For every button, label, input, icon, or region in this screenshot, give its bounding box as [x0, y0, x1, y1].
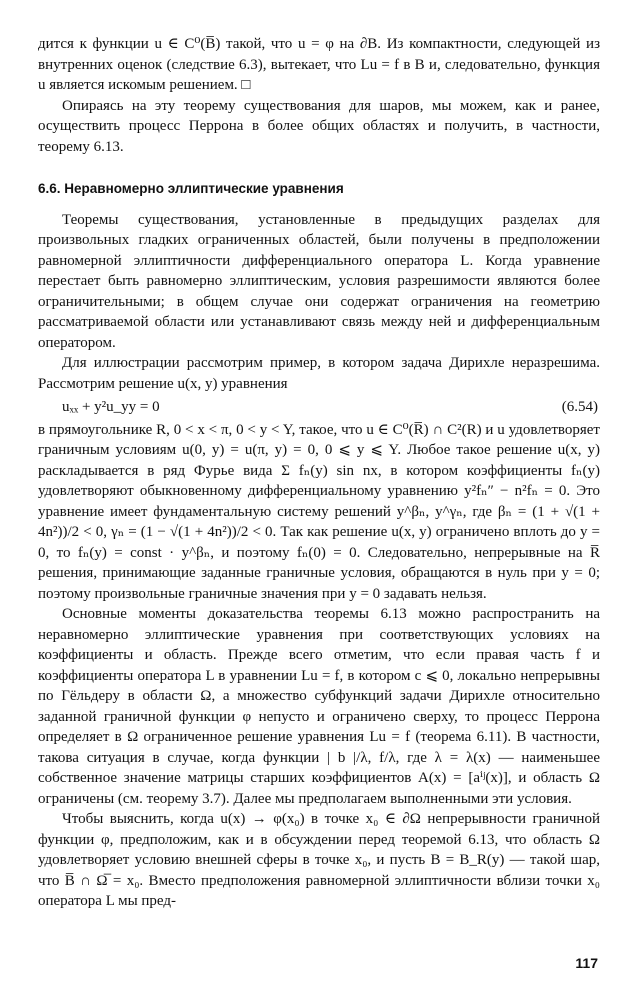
- equation-number: (6.54): [561, 399, 598, 415]
- paragraph-4: Основные моменты доказательства теоремы 6.13 можно распространить на неравномерно эллиптические уравнения при соответствующих условиях на коэффициенты и область. Прежде всего отметим, что если правая часть f и коэффициенты оператора L в уравнении Lu = f, в котором c ⩽ 0, локально непрерывны по Гёльдеру в области Ω, а множество субфункций задачи Дирихле относительно заданной граничной функции φ непусто и ограничено сверху, то процесс Перрона определяет в Ω ограниченное решение уравнения Lu = f (теорема 6.11). В частности, такова ситуация в случае, когда функции | b |/λ, f/λ, где λ = λ(x) — наименьшее собственное значение матрицы старших коэффициентов A(x) = [aⁱʲ(x)], и область Ω ограничены (см. теорему 3.7). Далее мы предполагаем выполненными эти условия.: [38, 606, 600, 807]
- page-text: [38, 34, 600, 912]
- paragraph-intro-2: Опираясь на эту теорему существования для шаров, мы можем, как и ранее, осуществить процесс Перрона в более общих областях и получить, в частности, теорему 6.13.: [38, 97, 600, 155]
- page-number: 117: [575, 955, 598, 971]
- paragraph-intro-1: дится к функции u ∈ C⁰(B̅) такой, что u = φ на ∂B. Из компактности, следующей из внутренних оценок (следствие 6.3), вытекает, что Lu = f в B и, следовательно, функция u является искомым решением. □: [38, 36, 600, 93]
- paragraph-1: Теоремы существования, установленные в предыдущих разделах для произвольных гладких ограниченных областей, были получены в предположении равномерной эллиптичности дифференциального оператора L. Когда уравнение перестает быть равномерно эллиптическим, условия разрешимости являются более ограничительными; в общем случае они содержат ограничения на геометрию рассматриваемой области или устанавливают связь между ней и дифференциальным оператором.: [38, 211, 600, 351]
- paragraph-3: в прямоугольнике R, 0 < x < π, 0 < y < Y, такое, что u ∈ C⁰(R̅) ∩ C²(R) и u удовлетворяет граничным условиям u(0, y) = u(π, y) = 0, 0 ⩽ y ⩽ Y. Любое такое решение u(x, y) раскладывается в ряд Фурье вида Σ fₙ(y) sin nx, в котором коэффициенты fₙ(y) удовлетворяют обыкновенному дифференциальному уравнению y²fₙ″ − n²fₙ = 0. Это уравнение имеет фундаментальную систему решений y^βₙ, y^γₙ, где βₙ = (1 + √(1 + 4n²))/2 < 0, γₙ = (1 − √(1 + 4n²))/2 < 0. Так как решение u(x, y) ограничено вплоть до y = 0, то fₙ(y) = const · y^βₙ, и поэтому fₙ(0) = 0. Следовательно, непрерывные на R̅ решения, принимающие заданные граничные условия, обращаются в нуль при y = 0; поэтому произвольные граничные значения при y = 0 задавать нельзя.: [38, 421, 600, 602]
- equation-row: [38, 397, 600, 418]
- paragraph-2: Для иллюстрации рассмотрим пример, в котором задача Дирихле неразрешима. Рассмотрим решение u(x, y) уравнения: [38, 355, 600, 392]
- equation: uₓₓ + y²u_yy = 0: [62, 399, 160, 415]
- section-heading: 6.6. Неравномерно эллиптические уравнения: [38, 181, 344, 196]
- paragraph-5: Чтобы выяснить, когда u(x) → φ(x₀) в точке x₀ ∈ ∂Ω непрерывности граничной функции φ, предположим, как и в обсуждении перед теоремой 6.13, что область Ω удовлетворяет условию внешней сферы в точке x₀, и пусть B = B_R(y) — такой шар, что B̅ ∩ Ω̅ = x₀. Вместо предположения равномерной эллиптичности вблизи точки x₀ оператора L мы пред-: [38, 811, 600, 909]
